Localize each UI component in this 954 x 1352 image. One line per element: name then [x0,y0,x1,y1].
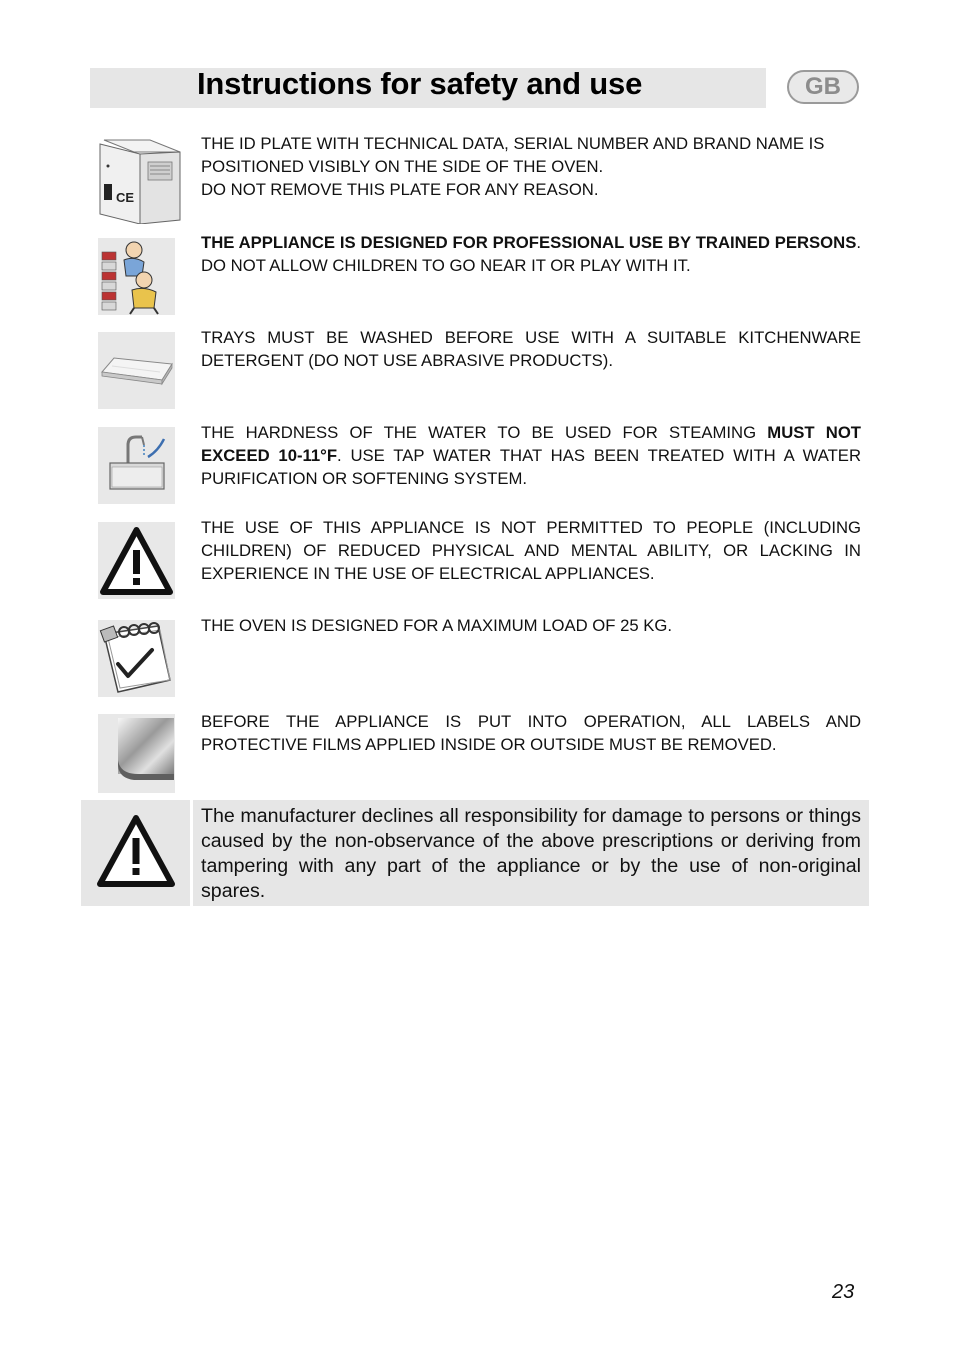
section-text-line: DO NOT REMOVE THIS PLATE FOR ANY REASON. [201,180,599,199]
section-text: . DO NOT ALLOW CHILDREN TO GO NEAR IT OR PLAY WITH IT. [201,233,861,275]
page-title: Instructions for safety and use [197,66,643,101]
section-text: BEFORE THE APPLIANCE IS PUT INTO OPERATION, ALL LABELS AND PROTECTIVE FILMS APPLIED INSIDE OR OUTSIDE MUST BE REMOVED. [201,712,861,754]
svg-text:CE: CE [116,190,135,205]
section-trays-text [201,326,861,372]
section-text: TRAYS MUST BE WASHED BEFORE USE WITH A SUITABLE KITCHENWARE DETERGENT (DO NOT USE ABRASIVE PRODUCTS). [201,328,861,370]
checklist-icon [98,620,175,697]
section-bold-text: MUST NOT EXCEED 10-11°F [201,423,861,465]
section-text-line: THE ID PLATE WITH TECHNICAL DATA, SERIAL NUMBER AND BRAND NAME IS POSITIONED VISIBLY ON THE SIDE OF THE OVEN. [201,134,825,176]
tray-icon [98,332,175,409]
section-text: . USE TAP WATER THAT HAS BEEN TREATED WITH A WATER PURIFICATION OR SOFTENING SYSTEM. [201,446,861,488]
section-water-text [201,421,861,490]
disclaimer-text: The manufacturer declines all responsibility for damage to persons or things caused by the non-observance of the above prescriptions or deriving from tampering with any part of the appliance or by the use of non-original spares. [201,805,861,902]
disclaimer-icon-cell [81,800,190,906]
section-protective-films-text [201,710,861,756]
children-warning-icon [98,238,175,315]
section-ability-text [201,516,861,585]
id-plate-icon [98,136,175,213]
page-number: 23 [832,1281,855,1303]
section-professional-use-text [201,231,861,277]
section-bold-text: THE APPLIANCE IS DESIGNED FOR PROFESSIONAL USE BY TRAINED PERSONS [201,233,857,252]
section-id-plate-text [201,132,861,201]
warning-triangle-icon [81,800,190,906]
section-text: THE OVEN IS DESIGNED FOR A MAXIMUM LOAD OF 25 KG. [201,616,673,635]
section-text: THE USE OF THIS APPLIANCE IS NOT PERMITTED TO PEOPLE (INCLUDING CHILDREN) OF REDUCED PHYSICAL AND MENTAL ABILITY, OR LACKING IN EXPERIENCE IN THE USE OF ELECTRICAL APPLIANCES. [201,518,861,583]
section-load-text [201,614,861,637]
language-badge: GB [787,70,859,104]
water-tap-icon [98,427,175,504]
section-text: THE HARDNESS OF THE WATER TO BE USED FOR STEAMING [201,423,768,442]
protective-film-icon [98,714,175,793]
disclaimer-separator [190,800,193,906]
warning-triangle-icon [98,522,175,599]
